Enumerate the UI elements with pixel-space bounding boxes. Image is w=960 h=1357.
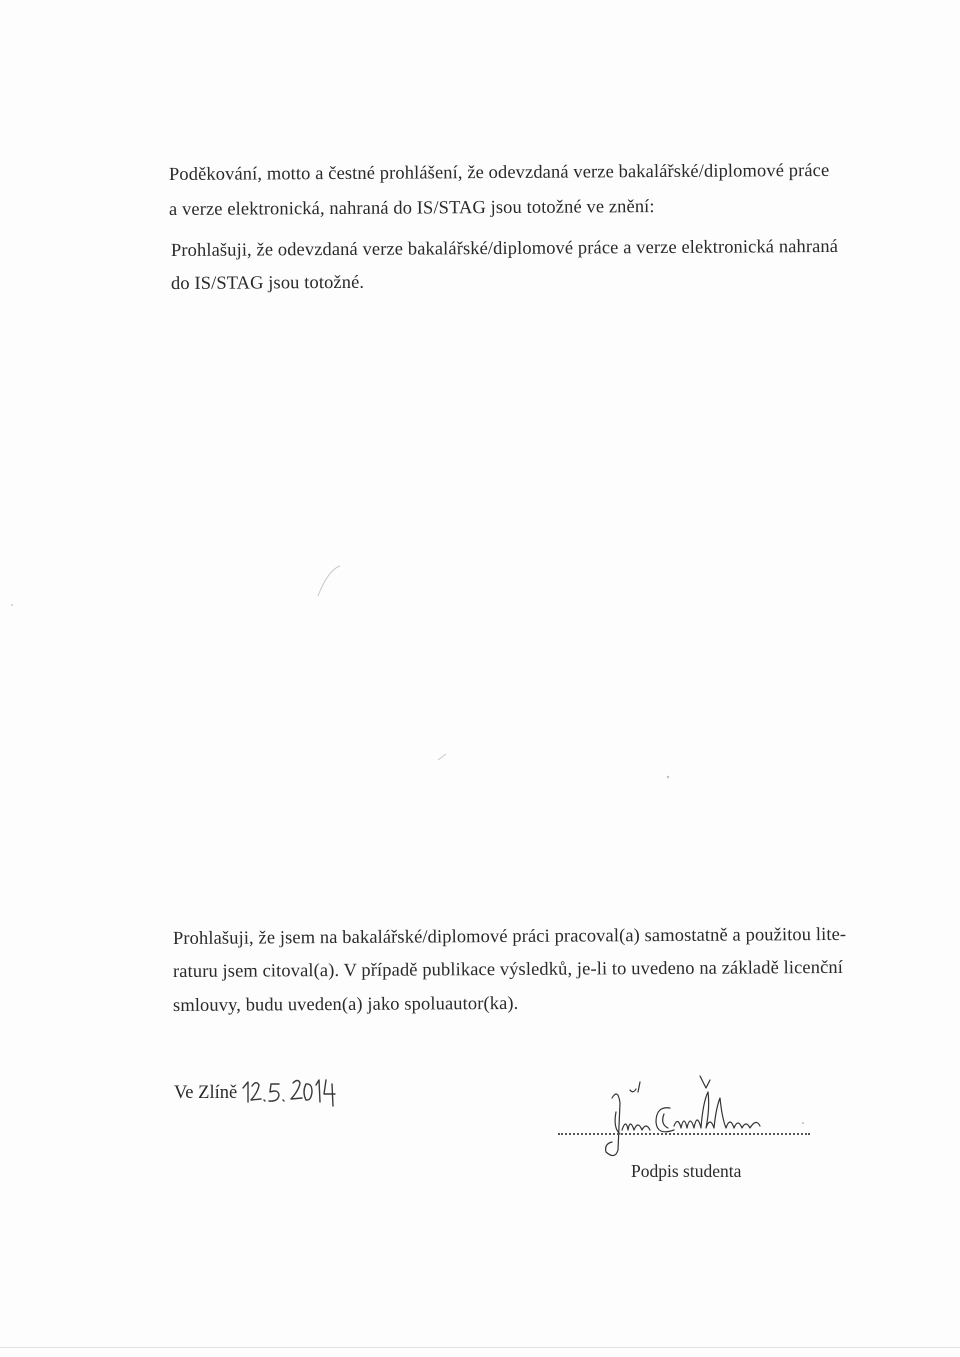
- declaration-independent-work-line-3: smlouvy, budu uveden(a) jako spoluautor(ka).: [172, 993, 519, 1016]
- paragraph-acknowledgement-line-2: a verze elektronická, nahraná do IS/STAG jsou totožné ve znění:: [168, 197, 655, 220]
- declaration-identical-versions-line-2: do IS/STAG jsou totožné.: [170, 272, 365, 294]
- declaration-independent-work-line-1: Prohlašuji, že jsem na bakalářské/diplomové práci pracoval(a) samostatně a použitou lite-: [172, 924, 847, 949]
- signature-dotted-line: [558, 1133, 810, 1135]
- handwritten-date: [240, 1072, 350, 1112]
- bottom-edge-rule: [0, 1347, 960, 1348]
- declaration-identical-versions-line-1: Prohlašuji, že odevzdaná verze bakalářské/diplomové práce a verze elektronická nahraná: [170, 236, 839, 261]
- signature-label: Podpis studenta: [631, 1161, 742, 1181]
- place-label: Ve Zlíně: [174, 1083, 238, 1103]
- paragraph-acknowledgement-line-1: Poděkování, motto a čestné prohlášení, že odevzdaná verze bakalářské/diplomové práce: [168, 160, 830, 185]
- declaration-independent-work-line-2: raturu jsem citoval(a). V případě publikace výsledků, je-li to uvedeno na základě licenční: [172, 957, 844, 982]
- student-signature: [560, 1068, 820, 1168]
